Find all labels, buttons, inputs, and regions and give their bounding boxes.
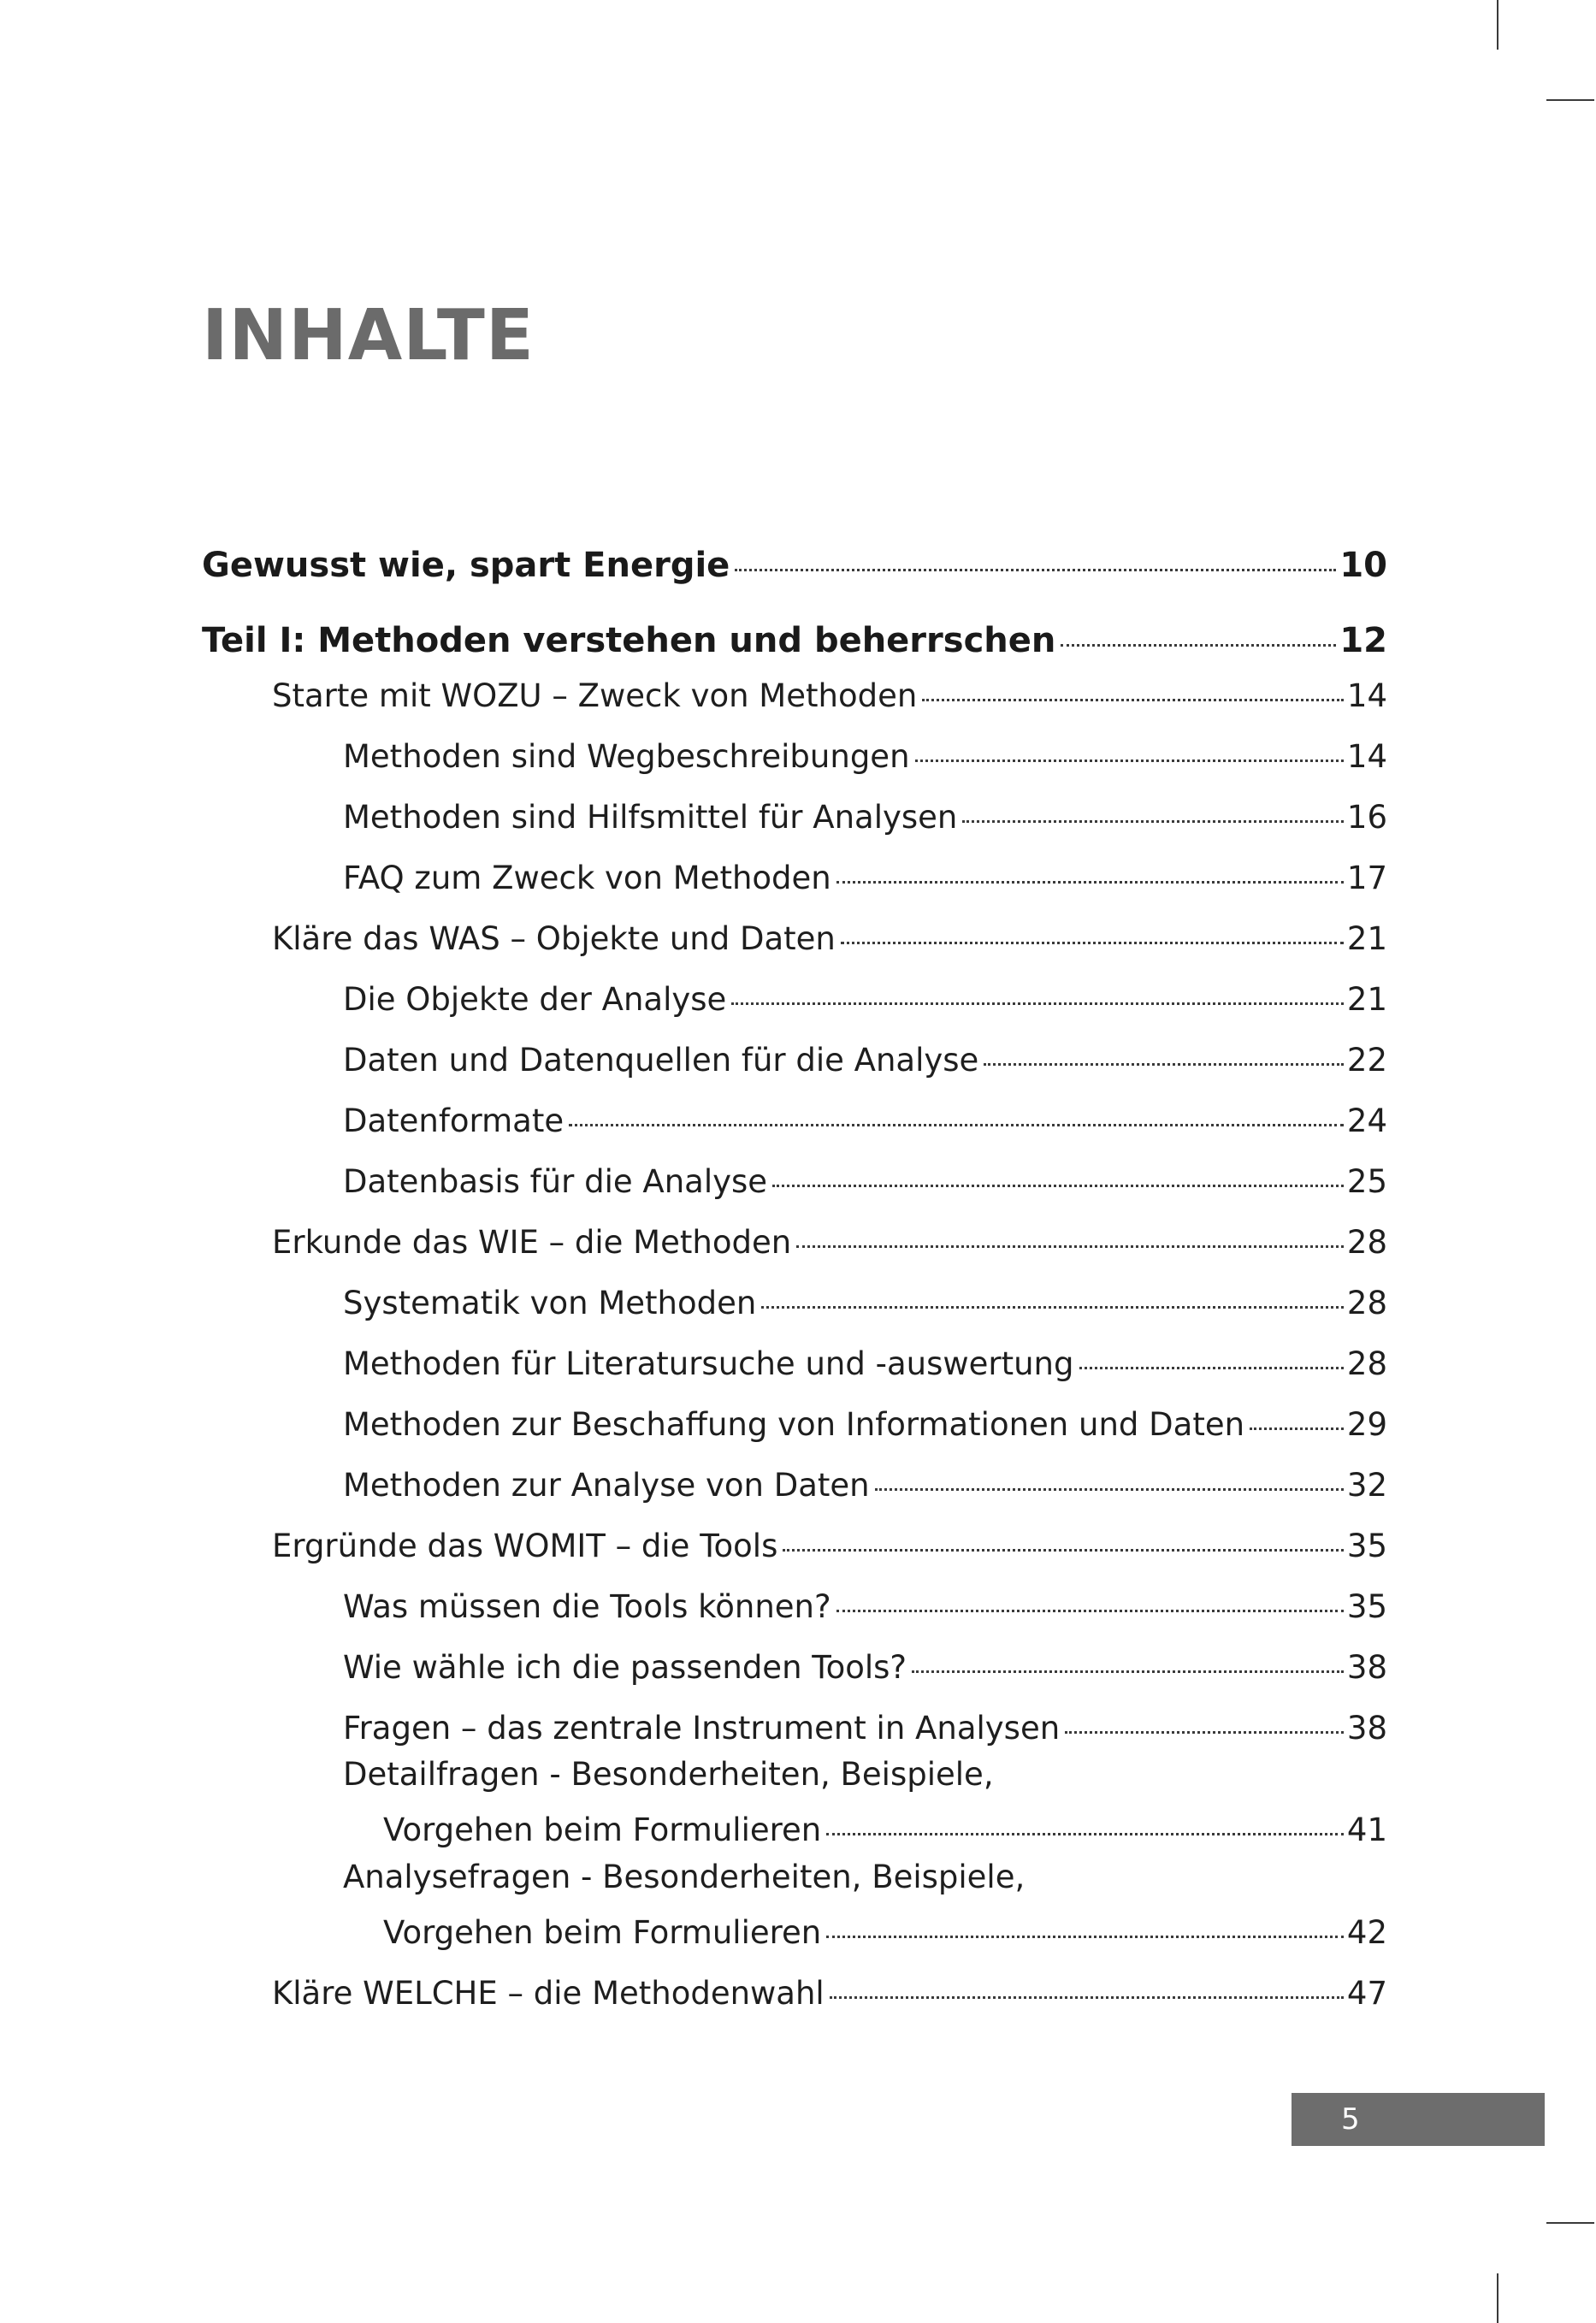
dot-leader <box>922 699 1344 701</box>
dot-leader <box>841 942 1344 944</box>
toc-entry-title: Erkunde das WIE – die Methoden <box>272 1224 792 1261</box>
toc-entry <box>383 1812 1387 1853</box>
toc-entry <box>272 1528 1387 1569</box>
toc-entry-title: Methoden für Literatursuche und -auswertung <box>343 1345 1074 1382</box>
toc-entry-title: Vorgehen beim Formulieren <box>383 1812 822 1848</box>
crop-mark-top <box>1497 0 1498 50</box>
dot-leader <box>826 1936 1344 1938</box>
dot-leader <box>731 1002 1344 1005</box>
toc-entry-title: FAQ zum Zweck von Methoden <box>343 860 831 896</box>
toc-entry <box>343 1710 1387 1751</box>
toc-entry <box>343 981 1387 1022</box>
toc-entry-page: 38 <box>1346 1710 1387 1747</box>
toc-entry <box>343 1345 1387 1386</box>
toc-entry-page: 38 <box>1346 1649 1387 1686</box>
toc-entry-title: Teil I: Methoden verstehen und beherrschen <box>202 621 1056 660</box>
toc-entry <box>343 1102 1387 1144</box>
toc-entry-page: 21 <box>1346 920 1387 957</box>
toc-entry-title: Kläre das WAS – Objekte und Daten <box>272 920 836 957</box>
dot-leader <box>875 1488 1344 1491</box>
dot-leader <box>984 1063 1344 1066</box>
toc-entry-title: Kläre WELCHE – die Methodenwahl <box>272 1975 825 2012</box>
toc-entry-page: 42 <box>1346 1914 1387 1951</box>
toc-entry <box>343 799 1387 840</box>
toc-entry-page: 16 <box>1346 799 1387 836</box>
toc-entry-page: 29 <box>1346 1406 1387 1443</box>
dot-leader <box>1250 1427 1344 1430</box>
toc-entry-title-line1: Analysefragen - Besonderheiten, Beispiele, <box>343 1859 1026 1895</box>
dot-leader <box>836 1610 1344 1612</box>
toc-entry-title-line1: Detailfragen - Besonderheiten, Beispiele, <box>343 1756 994 1793</box>
toc-entry <box>343 1467 1387 1508</box>
dot-leader <box>912 1670 1344 1673</box>
dot-leader <box>783 1549 1344 1552</box>
toc-entry <box>343 1285 1387 1326</box>
toc-entry-page: 12 <box>1339 621 1387 660</box>
toc-entry-page: 14 <box>1346 738 1387 775</box>
crop-mark-bottom-right <box>1546 2222 1594 2224</box>
toc-entry-title: Die Objekte der Analyse <box>343 981 727 1018</box>
toc-entry <box>343 860 1387 901</box>
toc-entry-title: Systematik von Methoden <box>343 1285 757 1321</box>
toc-entry-title: Methoden sind Hilfsmittel für Analysen <box>343 799 958 836</box>
toc-entry-title: Daten und Datenquellen für die Analyse <box>343 1042 979 1079</box>
toc-entry-title: Methoden zur Beschaffung von Informationen und Daten <box>343 1406 1245 1443</box>
toc-entry-title: Was müssen die Tools können? <box>343 1588 831 1625</box>
toc-entry-page: 25 <box>1346 1163 1387 1200</box>
toc-entry-title: Datenformate <box>343 1102 565 1139</box>
toc-entry <box>202 546 1387 587</box>
page-number: 5 <box>1292 2093 1545 2146</box>
toc-entry <box>272 1224 1387 1265</box>
toc-entry-page: 32 <box>1346 1467 1387 1504</box>
toc-entry <box>272 677 1387 718</box>
crop-mark-bottom <box>1497 2273 1498 2323</box>
toc-entry-title: Wie wähle ich die passenden Tools? <box>343 1649 907 1686</box>
toc-entry-page: 28 <box>1346 1285 1387 1321</box>
toc-entry <box>383 1914 1387 1955</box>
toc-entry-page: 28 <box>1346 1224 1387 1261</box>
toc-entry-title: Methoden sind Wegbeschreibungen <box>343 738 910 775</box>
toc-entry <box>343 1406 1387 1447</box>
toc-entry-title: Datenbasis für die Analyse <box>343 1163 768 1200</box>
toc-entry-page: 28 <box>1346 1345 1387 1382</box>
dot-leader <box>836 881 1344 884</box>
dot-leader <box>796 1245 1344 1248</box>
toc-entry-page: 10 <box>1339 546 1387 585</box>
toc-entry <box>343 1588 1387 1629</box>
dot-leader <box>569 1124 1344 1126</box>
toc-entry-page: 41 <box>1346 1812 1387 1848</box>
toc-entry <box>343 1163 1387 1204</box>
toc-entry-title: Ergründe das WOMIT – die Tools <box>272 1528 778 1564</box>
dot-leader <box>1061 644 1336 647</box>
dot-leader <box>1079 1367 1344 1369</box>
toc-entry-page: 21 <box>1346 981 1387 1018</box>
dot-leader <box>826 1833 1344 1835</box>
toc-entry-page: 35 <box>1346 1528 1387 1564</box>
dot-leader <box>1065 1731 1344 1734</box>
toc-entry-page: 24 <box>1346 1102 1387 1139</box>
toc-entry-title: Vorgehen beim Formulieren <box>383 1914 822 1951</box>
toc-entry-page: 35 <box>1346 1588 1387 1625</box>
toc-entry-page: 47 <box>1346 1975 1387 2012</box>
toc-entry <box>272 1975 1387 2016</box>
dot-leader <box>761 1306 1344 1309</box>
dot-leader <box>735 569 1336 571</box>
toc-entry-title: Starte mit WOZU – Zweck von Methoden <box>272 677 918 714</box>
dot-leader <box>915 760 1344 762</box>
dot-leader <box>830 1996 1344 1999</box>
toc-entry <box>343 1649 1387 1690</box>
toc-entry-title: Fragen – das zentrale Instrument in Analysen <box>343 1710 1061 1747</box>
crop-mark-top-right <box>1546 99 1594 101</box>
toc-entry-page: 17 <box>1346 860 1387 896</box>
dot-leader <box>962 820 1344 823</box>
page-title: INHALTE <box>202 295 535 376</box>
toc-entry <box>343 738 1387 779</box>
toc-entry-page: 14 <box>1346 677 1387 714</box>
toc-entry <box>272 920 1387 961</box>
dot-leader <box>772 1185 1344 1187</box>
toc-entry <box>202 621 1387 662</box>
toc-entry-page: 22 <box>1346 1042 1387 1079</box>
toc-entry-title: Methoden zur Analyse von Daten <box>343 1467 870 1504</box>
toc-entry-title: Gewusst wie, spart Energie <box>202 546 730 585</box>
toc-entry <box>343 1042 1387 1083</box>
